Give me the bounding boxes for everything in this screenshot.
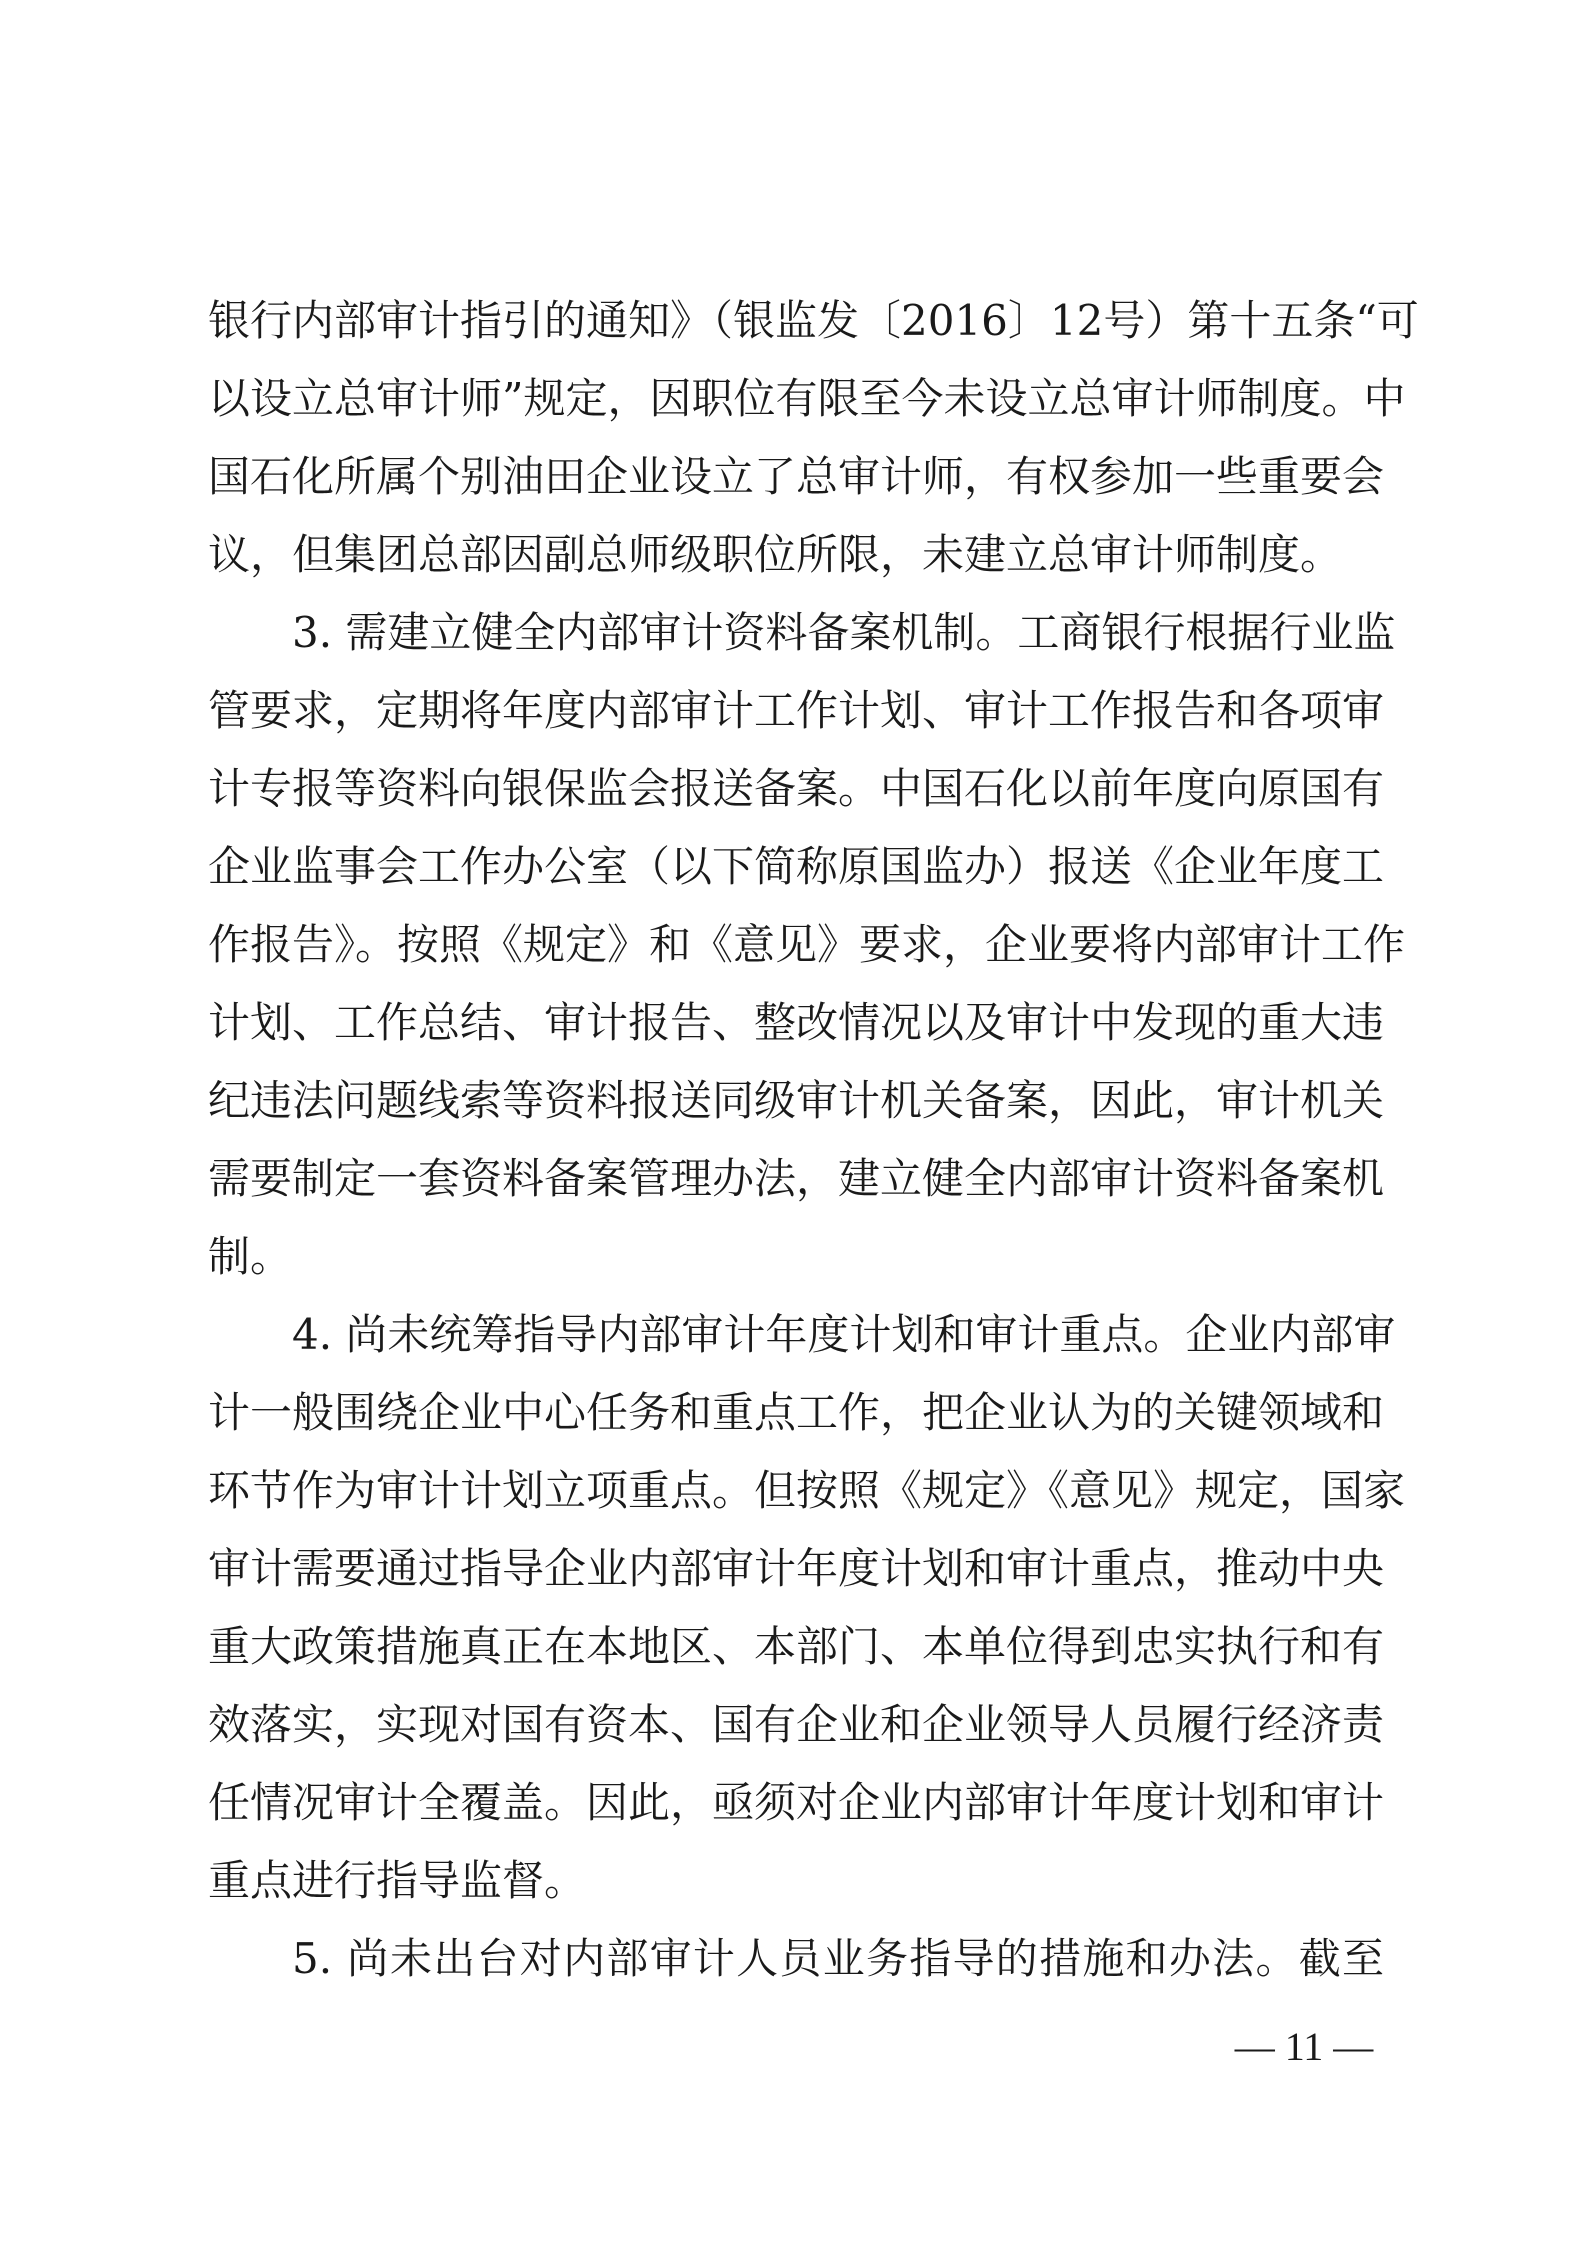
- text-line: 作报告》。按照《规定》和《意见》要求，企业要将内部审计工作: [208, 920, 1406, 969]
- text-line: 管要求，定期将年度内部审计工作计划、审计工作报告和各项审: [208, 686, 1385, 735]
- text-line: 3. 需建立健全内部审计资料备案机制。工商银行根据行业监: [292, 608, 1396, 657]
- text-line: 环节作为审计计划立项重点。但按照《规定》《意见》规定，国家: [208, 1466, 1406, 1515]
- page-number: — 11 —: [1234, 2024, 1374, 2069]
- text-line: 5. 尚未出台对内部审计人员业务指导的措施和办法。截至: [292, 1934, 1384, 1983]
- text-line: 4. 尚未统筹指导内部审计年度计划和审计重点。企业内部审: [292, 1310, 1396, 1359]
- body-text: [208, 282, 1419, 1998]
- text-line: 需要制定一套资料备案管理办法，建立健全内部审计资料备案机: [208, 1154, 1385, 1203]
- text-line: 企业监事会工作办公室（以下简称原国监办）报送《企业年度工: [208, 842, 1385, 891]
- text-line: 国石化所属个别油田企业设立了总审计师，有权参加一些重要会: [208, 452, 1385, 501]
- text-line: 银行内部审计指引的通知》（银监发〔2016〕12号）第十五条“可: [208, 296, 1419, 345]
- text-line: 计专报等资料向银保监会报送备案。中国石化以前年度向原国有: [208, 764, 1385, 813]
- text-line: 计划、工作总结、审计报告、整改情况以及审计中发现的重大违: [208, 998, 1385, 1047]
- text-line: 制。: [208, 1232, 293, 1281]
- text-line: 计一般围绕企业中心任务和重点工作，把企业认为的关键领域和: [208, 1388, 1385, 1437]
- text-line: 审计需要通过指导企业内部审计年度计划和审计重点，推动中央: [208, 1544, 1385, 1593]
- text-line: 效落实，实现对国有资本、国有企业和企业领导人员履行经济责: [208, 1700, 1385, 1749]
- text-line: 纪违法问题线索等资料报送同级审计机关备案，因此，审计机关: [208, 1076, 1385, 1125]
- text-line: 重点进行指导监督。: [208, 1856, 587, 1905]
- text-line: 以设立总审计师”规定，因职位有限至今未设立总审计师制度。中: [208, 374, 1406, 423]
- text-line: 议，但集团总部因副总师级职位所限，未建立总审计师制度。: [208, 530, 1343, 579]
- text-line: 任情况审计全覆盖。因此，亟须对企业内部审计年度计划和审计: [208, 1778, 1385, 1827]
- text-line: 重大政策措施真正在本地区、本部门、本单位得到忠实执行和有: [208, 1622, 1385, 1671]
